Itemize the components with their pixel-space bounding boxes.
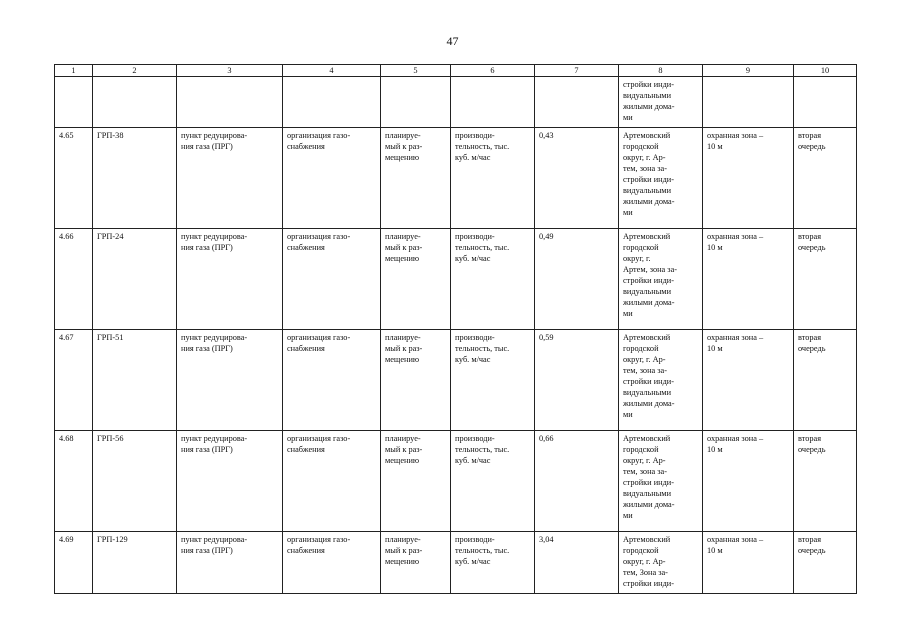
empty-cell: [93, 77, 177, 128]
facility-type: [177, 330, 283, 431]
stage: [794, 330, 857, 431]
facility-code-text: ГРП-56: [97, 434, 124, 443]
parameter-text: производи- тельность, тыс. куб. м/час: [455, 333, 510, 364]
facility-code-text: ГРП-51: [97, 333, 124, 342]
zone-text: охранная зона – 10 м: [707, 232, 764, 252]
status-text: планируе- мый к раз- мещению: [385, 333, 423, 364]
stage-text: вторая очередь: [798, 333, 826, 353]
gas-facilities-table: [54, 64, 857, 594]
table-row: [55, 229, 857, 330]
stage-text: вторая очередь: [798, 535, 826, 555]
facility-code-text: ГРП-38: [97, 131, 124, 140]
facility-type: [177, 431, 283, 532]
header-row: [55, 65, 857, 77]
row-number: [55, 330, 93, 431]
organization: [283, 532, 381, 594]
facility-type-text: пункт редуцирова- ния газа (ПРГ): [181, 232, 248, 252]
parameter-text: производи- тельность, тыс. куб. м/час: [455, 434, 510, 465]
facility-code: [93, 128, 177, 229]
col-header-2: 2: [93, 65, 177, 77]
continuation-row: [55, 77, 857, 128]
row-number-text: 4.65: [59, 131, 74, 140]
parameter-text: производи- тельность, тыс. куб. м/час: [455, 535, 510, 566]
col-header-8: 8: [619, 65, 703, 77]
location-text: Артемовский городской округ, г. Артем, зона за- стройки инди- видуальными жилыми дома- ми: [623, 232, 678, 318]
row-number: [55, 229, 93, 330]
value-text: 0,43: [539, 131, 554, 140]
organization-text: организация газо- снабжения: [287, 232, 351, 252]
value: [535, 431, 619, 532]
status: [381, 229, 451, 330]
row-number-text: 4.67: [59, 333, 74, 342]
location-text: Артемовский городской округ, г. Ар- тем, Зона за- стройки инди-: [623, 535, 674, 588]
organization-text: организация газо- снабжения: [287, 535, 351, 555]
facility-code: [93, 229, 177, 330]
status-text: планируе- мый к раз- мещению: [385, 535, 423, 566]
zone-text: охранная зона – 10 м: [707, 333, 764, 353]
row-number-text: 4.69: [59, 535, 74, 544]
table-row: [55, 330, 857, 431]
value-text: 0,59: [539, 333, 554, 342]
status-text: планируе- мый к раз- мещению: [385, 232, 423, 263]
col-header-3: 3: [177, 65, 283, 77]
page-number: 47: [446, 34, 459, 48]
row-number: [55, 128, 93, 229]
location-text: Артемовский городской округ, г. Ар- тем, зона за- стройки инди- видуальными жилыми дома- ми: [623, 131, 675, 217]
status: [381, 330, 451, 431]
value-text: 0,49: [539, 232, 554, 241]
col-header-9: 9: [703, 65, 794, 77]
value-text: 0,66: [539, 434, 554, 443]
organization: [283, 128, 381, 229]
organization-text: организация газо- снабжения: [287, 131, 351, 151]
facility-code: [93, 431, 177, 532]
zone: [703, 431, 794, 532]
status: [381, 532, 451, 594]
parameter-text: производи- тельность, тыс. куб. м/час: [455, 131, 510, 162]
zone-text: охранная зона – 10 м: [707, 535, 764, 555]
empty-cell: [177, 77, 283, 128]
status: [381, 431, 451, 532]
stage: [794, 229, 857, 330]
row-number-text: 4.66: [59, 232, 74, 241]
col-header-4: 4: [283, 65, 381, 77]
empty-cell: [283, 77, 381, 128]
table-row: [55, 431, 857, 532]
facility-type-text: пункт редуцирова- ния газа (ПРГ): [181, 333, 248, 353]
stage-text: вторая очередь: [798, 232, 826, 252]
stage: [794, 431, 857, 532]
facility-type: [177, 532, 283, 594]
location: [619, 128, 703, 229]
location: [619, 532, 703, 594]
stage: [794, 532, 857, 594]
location-text: Артемовский городской округ, г. Ар- тем, зона за- стройки инди- видуальными жилыми дома- ми: [623, 434, 675, 520]
row-number: [55, 431, 93, 532]
location: [619, 330, 703, 431]
facility-code: [93, 532, 177, 594]
col-header-1: 1: [55, 65, 93, 77]
stage-text: вторая очередь: [798, 131, 826, 151]
location: [619, 229, 703, 330]
row-number: [55, 532, 93, 594]
organization: [283, 431, 381, 532]
zone: [703, 330, 794, 431]
parameter-text: производи- тельность, тыс. куб. м/час: [455, 232, 510, 263]
status: [381, 128, 451, 229]
empty-cell: [703, 77, 794, 128]
zone-text: охранная зона – 10 м: [707, 434, 764, 454]
facility-code-text: ГРП-129: [97, 535, 128, 544]
col-header-5: 5: [381, 65, 451, 77]
parameter: [451, 330, 535, 431]
status-text: планируе- мый к раз- мещению: [385, 434, 423, 465]
empty-cell: [535, 77, 619, 128]
parameter: [451, 431, 535, 532]
location: [619, 431, 703, 532]
value: [535, 330, 619, 431]
location-text: стройки инди- видуальными жилыми дома- ми: [623, 80, 675, 122]
empty-cell: [794, 77, 857, 128]
col-header-6: 6: [451, 65, 535, 77]
parameter: [451, 128, 535, 229]
table-row: [55, 532, 857, 594]
organization: [283, 229, 381, 330]
row-number-text: 4.68: [59, 434, 74, 443]
stage-text: вторая очередь: [798, 434, 826, 454]
facility-type: [177, 128, 283, 229]
zone: [703, 229, 794, 330]
organization: [283, 330, 381, 431]
facility-type-text: пункт редуцирова- ния газа (ПРГ): [181, 131, 248, 151]
empty-cell: [55, 77, 93, 128]
facility-type-text: пункт редуцирова- ния газа (ПРГ): [181, 434, 248, 454]
organization-text: организация газо- снабжения: [287, 434, 351, 454]
location-text: Артемовский городской округ, г. Ар- тем, зона за- стройки инди- видуальными жилыми дома- ми: [623, 333, 675, 419]
col-header-10: 10: [794, 65, 857, 77]
facility-code: [93, 330, 177, 431]
location-cell: [619, 77, 703, 128]
facility-code-text: ГРП-24: [97, 232, 124, 241]
empty-cell: [381, 77, 451, 128]
status-text: планируе- мый к раз- мещению: [385, 131, 423, 162]
organization-text: организация газо- снабжения: [287, 333, 351, 353]
zone-text: охранная зона – 10 м: [707, 131, 764, 151]
facility-type-text: пункт редуцирова- ния газа (ПРГ): [181, 535, 248, 555]
value: [535, 128, 619, 229]
facility-type: [177, 229, 283, 330]
zone: [703, 128, 794, 229]
value-text: 3,04: [539, 535, 554, 544]
parameter: [451, 229, 535, 330]
parameter: [451, 532, 535, 594]
value: [535, 532, 619, 594]
col-header-7: 7: [535, 65, 619, 77]
value: [535, 229, 619, 330]
empty-cell: [451, 77, 535, 128]
stage: [794, 128, 857, 229]
zone: [703, 532, 794, 594]
table-row: [55, 128, 857, 229]
